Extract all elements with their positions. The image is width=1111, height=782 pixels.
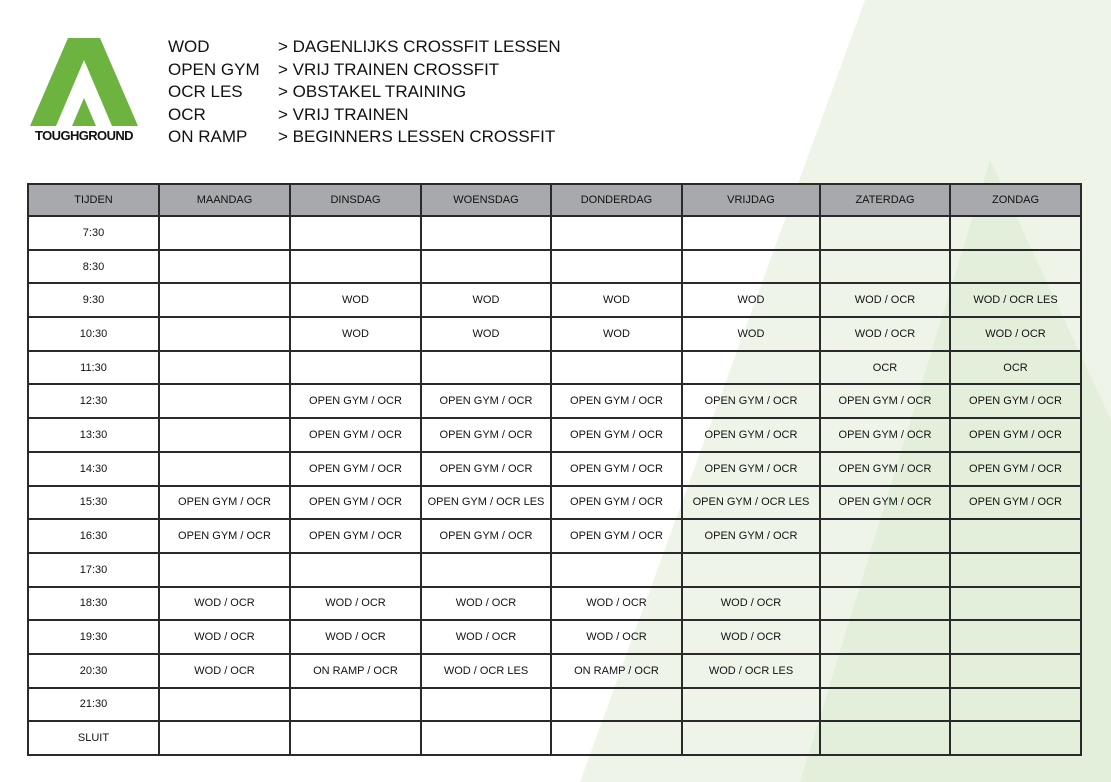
- schedule-cell-donderdag: [551, 351, 682, 385]
- schedule-cell-dinsdag: [290, 216, 421, 250]
- table-row: [28, 587, 1081, 621]
- schedule-cell-vrijdag: OPEN GYM / OCR: [682, 452, 820, 486]
- schedule-cell-vrijdag: WOD: [682, 317, 820, 351]
- table-row: [28, 486, 1081, 520]
- time-cell: 8:30: [28, 250, 159, 284]
- schedule-cell-woensdag: OPEN GYM / OCR: [421, 452, 551, 486]
- schedule-cell-woensdag: [421, 216, 551, 250]
- column-header-donderdag: DONDERDAG: [551, 184, 682, 216]
- schedule-cell-zaterdag: [820, 721, 950, 755]
- schedule-cell-donderdag: WOD: [551, 283, 682, 317]
- schedule-body: [28, 216, 1081, 755]
- schedule-cell-donderdag: [551, 688, 682, 722]
- time-cell: 20:30: [28, 654, 159, 688]
- schedule-cell-zondag: [950, 654, 1081, 688]
- schedule-cell-woensdag: WOD / OCR: [421, 620, 551, 654]
- schedule-cell-zondag: WOD / OCR LES: [950, 283, 1081, 317]
- schedule-cell-woensdag: [421, 553, 551, 587]
- schedule-cell-woensdag: OPEN GYM / OCR: [421, 418, 551, 452]
- schedule-cell-zondag: OCR: [950, 351, 1081, 385]
- table-row: [28, 452, 1081, 486]
- schedule-cell-vrijdag: OPEN GYM / OCR: [682, 384, 820, 418]
- legend-key: OCR: [168, 104, 206, 124]
- time-cell: 14:30: [28, 452, 159, 486]
- time-cell: 21:30: [28, 688, 159, 722]
- time-cell: 11:30: [28, 351, 159, 385]
- schedule-cell-zondag: [950, 721, 1081, 755]
- schedule-cell-woensdag: WOD / OCR: [421, 587, 551, 621]
- schedule-cell-woensdag: WOD / OCR LES: [421, 654, 551, 688]
- schedule-cell-maandag: WOD / OCR: [159, 587, 290, 621]
- table-row: [28, 384, 1081, 418]
- schedule-cell-dinsdag: ON RAMP / OCR: [290, 654, 421, 688]
- time-cell: 16:30: [28, 519, 159, 553]
- schedule-cell-vrijdag: WOD: [682, 283, 820, 317]
- schedule-cell-donderdag: OPEN GYM / OCR: [551, 418, 682, 452]
- schedule-cell-donderdag: WOD / OCR: [551, 587, 682, 621]
- legend-row: [168, 59, 561, 82]
- logo-wordmark: TOUGHGROUND: [35, 128, 133, 143]
- legend-key: WOD: [168, 37, 210, 57]
- column-header-zaterdag: ZATERDAG: [820, 184, 950, 216]
- schedule-cell-woensdag: OPEN GYM / OCR: [421, 519, 551, 553]
- schedule-cell-zaterdag: [820, 553, 950, 587]
- schedule-cell-zondag: [950, 688, 1081, 722]
- schedule-cell-maandag: WOD / OCR: [159, 620, 290, 654]
- schedule-cell-woensdag: [421, 688, 551, 722]
- schedule-cell-vrijdag: [682, 553, 820, 587]
- schedule-cell-maandag: [159, 418, 290, 452]
- schedule-cell-dinsdag: [290, 250, 421, 284]
- column-header-woensdag: WOENSDAG: [421, 184, 551, 216]
- schedule-cell-zaterdag: OPEN GYM / OCR: [820, 452, 950, 486]
- column-header-vrijdag: VRIJDAG: [682, 184, 820, 216]
- time-cell: 17:30: [28, 553, 159, 587]
- schedule-cell-zondag: [950, 250, 1081, 284]
- time-cell: 10:30: [28, 317, 159, 351]
- schedule-cell-donderdag: [551, 216, 682, 250]
- schedule-cell-woensdag: OPEN GYM / OCR LES: [421, 486, 551, 520]
- schedule-cell-dinsdag: WOD / OCR: [290, 587, 421, 621]
- schedule-cell-vrijdag: WOD / OCR: [682, 587, 820, 621]
- weekly-schedule-table: [27, 183, 1082, 756]
- schedule-cell-vrijdag: [682, 688, 820, 722]
- schedule-cell-zondag: [950, 519, 1081, 553]
- schedule-cell-donderdag: OPEN GYM / OCR: [551, 519, 682, 553]
- schedule-cell-maandag: [159, 553, 290, 587]
- legend-row: [168, 104, 561, 127]
- column-header-tijden: TIJDEN: [28, 184, 159, 216]
- schedule-cell-maandag: [159, 688, 290, 722]
- table-row: [28, 654, 1081, 688]
- schedule-cell-maandag: [159, 250, 290, 284]
- table-row: [28, 620, 1081, 654]
- schedule-cell-dinsdag: OPEN GYM / OCR: [290, 519, 421, 553]
- schedule-cell-dinsdag: WOD / OCR: [290, 620, 421, 654]
- legend-row: [168, 126, 561, 149]
- schedule-cell-donderdag: [551, 250, 682, 284]
- table-header-row: [28, 184, 1081, 216]
- schedule-cell-zondag: OPEN GYM / OCR: [950, 384, 1081, 418]
- toughground-logo: [30, 38, 138, 146]
- table-row: [28, 317, 1081, 351]
- schedule-cell-zaterdag: OPEN GYM / OCR: [820, 418, 950, 452]
- table-row: [28, 216, 1081, 250]
- schedule-cell-zaterdag: [820, 620, 950, 654]
- schedule-cell-maandag: [159, 721, 290, 755]
- schedule-cell-maandag: [159, 351, 290, 385]
- schedule-cell-dinsdag: [290, 553, 421, 587]
- legend-row: [168, 81, 561, 104]
- legend-key: OCR LES: [168, 82, 243, 102]
- table-row: [28, 721, 1081, 755]
- schedule-cell-woensdag: WOD: [421, 317, 551, 351]
- schedule-cell-woensdag: [421, 721, 551, 755]
- schedule-cell-zaterdag: [820, 654, 950, 688]
- schedule-cell-woensdag: WOD: [421, 283, 551, 317]
- schedule-cell-zondag: OPEN GYM / OCR: [950, 486, 1081, 520]
- schedule-cell-vrijdag: WOD / OCR: [682, 620, 820, 654]
- legend-description: > DAGENLIJKS CROSSFIT LESSEN: [278, 37, 561, 57]
- schedule-cell-vrijdag: [682, 216, 820, 250]
- schedule-cell-vrijdag: OPEN GYM / OCR: [682, 519, 820, 553]
- schedule-cell-zondag: OPEN GYM / OCR: [950, 418, 1081, 452]
- schedule-cell-donderdag: [551, 721, 682, 755]
- schedule-cell-donderdag: OPEN GYM / OCR: [551, 486, 682, 520]
- schedule-cell-dinsdag: OPEN GYM / OCR: [290, 452, 421, 486]
- schedule-cell-donderdag: WOD: [551, 317, 682, 351]
- schedule-cell-woensdag: OPEN GYM / OCR: [421, 384, 551, 418]
- legend-row: [168, 36, 561, 59]
- schedule-cell-vrijdag: OPEN GYM / OCR: [682, 418, 820, 452]
- schedule-cell-maandag: [159, 384, 290, 418]
- legend-key: ON RAMP: [168, 127, 248, 147]
- legend-description: > VRIJ TRAINEN CROSSFIT: [278, 59, 500, 79]
- schedule-cell-zaterdag: [820, 519, 950, 553]
- table-row: [28, 688, 1081, 722]
- time-cell: 12:30: [28, 384, 159, 418]
- schedule-cell-zaterdag: WOD / OCR: [820, 283, 950, 317]
- schedule-cell-vrijdag: [682, 250, 820, 284]
- time-cell: 9:30: [28, 283, 159, 317]
- time-cell: SLUIT: [28, 721, 159, 755]
- schedule-cell-donderdag: OPEN GYM / OCR: [551, 384, 682, 418]
- toughground-logo-mark-icon: [30, 38, 138, 128]
- schedule-cell-dinsdag: WOD: [290, 283, 421, 317]
- schedule-cell-vrijdag: OPEN GYM / OCR LES: [682, 486, 820, 520]
- schedule-cell-zaterdag: WOD / OCR: [820, 317, 950, 351]
- schedule-cell-dinsdag: [290, 688, 421, 722]
- column-header-dinsdag: DINSDAG: [290, 184, 421, 216]
- schedule-cell-zondag: [950, 620, 1081, 654]
- table-row: [28, 519, 1081, 553]
- schedule-cell-zaterdag: OCR: [820, 351, 950, 385]
- schedule-cell-dinsdag: [290, 351, 421, 385]
- schedule-cell-maandag: OPEN GYM / OCR: [159, 519, 290, 553]
- schedule-cell-zaterdag: OPEN GYM / OCR: [820, 384, 950, 418]
- schedule-cell-woensdag: [421, 351, 551, 385]
- legend-description: > VRIJ TRAINEN: [278, 104, 409, 124]
- column-header-zondag: ZONDAG: [950, 184, 1081, 216]
- schedule-cell-maandag: [159, 216, 290, 250]
- schedule-cell-zondag: [950, 216, 1081, 250]
- class-legend: [168, 36, 561, 149]
- time-cell: 13:30: [28, 418, 159, 452]
- schedule-cell-donderdag: OPEN GYM / OCR: [551, 452, 682, 486]
- schedule-cell-donderdag: ON RAMP / OCR: [551, 654, 682, 688]
- legend-key: OPEN GYM: [168, 59, 260, 79]
- schedule-cell-zondag: OPEN GYM / OCR: [950, 452, 1081, 486]
- schedule-cell-dinsdag: OPEN GYM / OCR: [290, 486, 421, 520]
- schedule-cell-dinsdag: [290, 721, 421, 755]
- schedule-cell-donderdag: WOD / OCR: [551, 620, 682, 654]
- table-row: [28, 553, 1081, 587]
- schedule-cell-woensdag: [421, 250, 551, 284]
- schedule-cell-maandag: [159, 283, 290, 317]
- table-row: [28, 283, 1081, 317]
- schedule-cell-maandag: OPEN GYM / OCR: [159, 486, 290, 520]
- schedule-cell-zaterdag: [820, 587, 950, 621]
- schedule-cell-zondag: [950, 587, 1081, 621]
- schedule-cell-maandag: WOD / OCR: [159, 654, 290, 688]
- time-cell: 18:30: [28, 587, 159, 621]
- schedule-cell-vrijdag: WOD / OCR LES: [682, 654, 820, 688]
- schedule-cell-zaterdag: [820, 688, 950, 722]
- table-row: [28, 418, 1081, 452]
- schedule-cell-dinsdag: OPEN GYM / OCR: [290, 384, 421, 418]
- table-row: [28, 250, 1081, 284]
- schedule-cell-zondag: WOD / OCR: [950, 317, 1081, 351]
- legend-description: > OBSTAKEL TRAINING: [278, 82, 467, 102]
- schedule-cell-zaterdag: [820, 216, 950, 250]
- schedule-cell-zaterdag: OPEN GYM / OCR: [820, 486, 950, 520]
- time-cell: 7:30: [28, 216, 159, 250]
- time-cell: 15:30: [28, 486, 159, 520]
- schedule-cell-maandag: [159, 452, 290, 486]
- time-cell: 19:30: [28, 620, 159, 654]
- schedule-cell-zondag: [950, 553, 1081, 587]
- schedule-cell-dinsdag: OPEN GYM / OCR: [290, 418, 421, 452]
- schedule-cell-maandag: [159, 317, 290, 351]
- legend-description: > BEGINNERS LESSEN CROSSFIT: [278, 127, 556, 147]
- schedule-cell-dinsdag: WOD: [290, 317, 421, 351]
- schedule-cell-zaterdag: [820, 250, 950, 284]
- table-row: [28, 351, 1081, 385]
- schedule-cell-vrijdag: [682, 721, 820, 755]
- column-header-maandag: MAANDAG: [159, 184, 290, 216]
- schedule-cell-donderdag: [551, 553, 682, 587]
- schedule-cell-vrijdag: [682, 351, 820, 385]
